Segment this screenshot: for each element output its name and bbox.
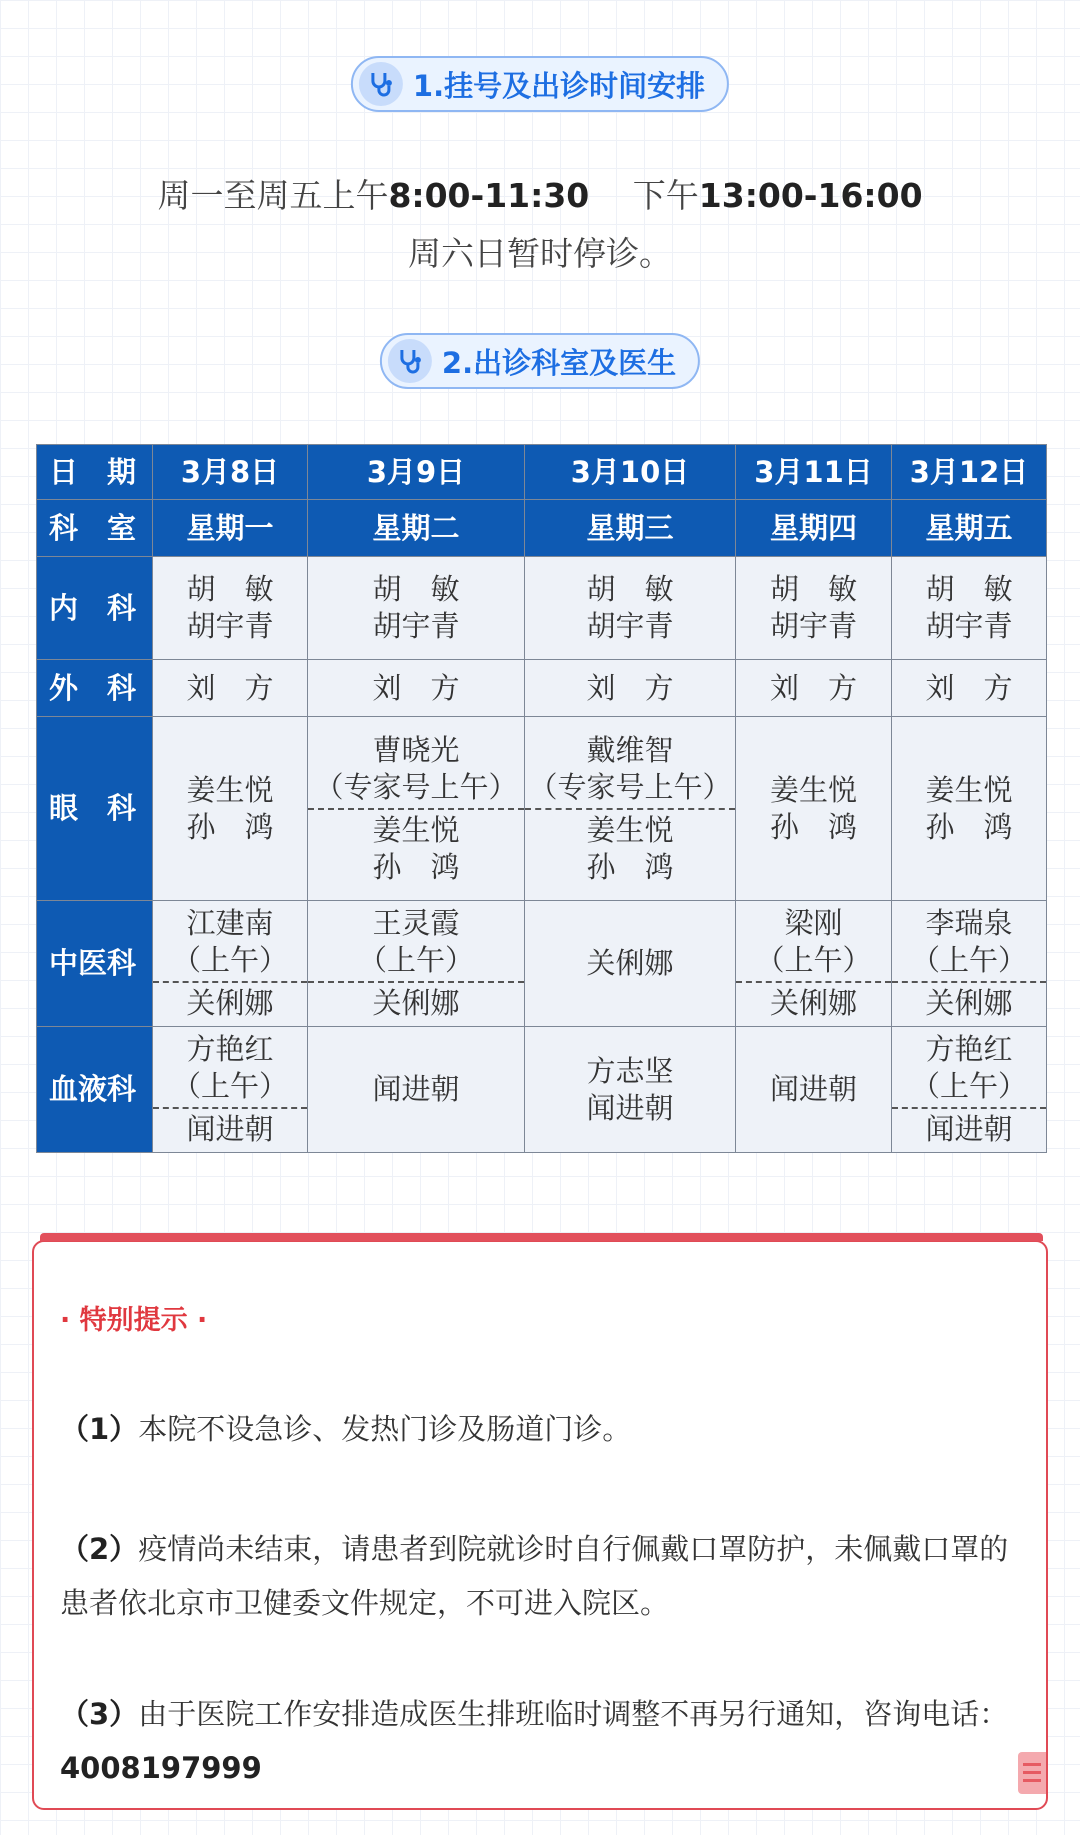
stethoscope-icon	[359, 62, 403, 106]
weekday-cell: 星期四	[736, 500, 892, 557]
weekend-note: 周六日暂时停诊。	[408, 234, 672, 273]
doctor-name: 孙 鸿	[186, 809, 274, 844]
doctor-name: 胡 敏	[925, 572, 1013, 606]
doctor-cell	[525, 557, 736, 660]
doctor-cell	[736, 557, 892, 660]
shift-note: （上午）	[357, 943, 474, 977]
doctor-name: 梁刚	[784, 906, 843, 940]
shift-note: （上午）	[910, 1069, 1027, 1103]
doctor-name: 关俐娜	[186, 986, 274, 1020]
doctor-name: 姜生悦	[925, 772, 1013, 807]
notebook-icon	[1018, 1752, 1046, 1794]
stethoscope-icon	[388, 339, 432, 383]
doctor-name: 孙 鸿	[925, 809, 1013, 844]
notice-number: （3）	[60, 1697, 139, 1731]
doctor-name: 胡宇青	[372, 609, 460, 643]
split-divider	[308, 808, 524, 886]
doctor-name: 胡宇青	[925, 609, 1013, 643]
weekday-cell: 星期五	[892, 500, 1047, 557]
doctor-cell	[153, 901, 308, 1027]
notice-text: 疫情尚未结束，请患者到院就诊时自行佩戴口罩防护，未佩戴口罩的患者依北京市卫健委文件规定，不可进入院区。	[60, 1532, 1009, 1620]
doctor-name: 孙 鸿	[769, 809, 857, 844]
doctor-name: 王灵霞	[372, 906, 460, 940]
table-row-waike	[37, 660, 1047, 717]
doctor-name: 方志坚	[586, 1053, 674, 1088]
notice-item-3	[60, 1687, 1025, 1795]
shift-note: （上午）	[171, 1069, 288, 1103]
weekday-cell: 星期一	[153, 500, 308, 557]
dept-label: 外 科	[37, 660, 153, 717]
notice-item-2	[60, 1522, 1025, 1630]
split-divider	[736, 981, 891, 1022]
shift-note: （上午）	[755, 943, 872, 977]
section-2-title: 2.出诊科室及医生	[441, 345, 677, 380]
table-row-zhongyi	[37, 901, 1047, 1027]
doctor-cell: 刘 方	[525, 660, 736, 717]
doctor-cell: 刘 方	[736, 660, 892, 717]
date-cell: 3月10日	[525, 445, 736, 500]
notice-text: 本院不设急诊、发热门诊及肠道门诊。	[138, 1412, 632, 1446]
notice-item-1	[60, 1402, 1025, 1456]
afternoon-label: 下午	[632, 176, 699, 215]
weekday-prefix: 周一至周五上午	[157, 176, 389, 215]
split-divider	[525, 808, 735, 886]
doctor-name: 方艳红	[186, 1032, 274, 1066]
section-1-title: 1.挂号及出诊时间安排	[412, 68, 706, 103]
doctor-cell	[525, 717, 736, 901]
header-date: 日 期	[37, 445, 153, 500]
table-row-dates	[37, 445, 1047, 500]
doctor-name: 闻进朝	[586, 1090, 674, 1125]
split-divider	[308, 981, 524, 1022]
doctor-name: 方艳红	[925, 1032, 1013, 1066]
date-cell: 3月12日	[892, 445, 1047, 500]
doctor-name: 关俐娜	[372, 986, 460, 1020]
doctor-cell: 刘 方	[153, 660, 308, 717]
doctor-name: 曹晓光	[372, 732, 460, 767]
doctor-cell	[736, 717, 892, 901]
doctor-name: 姜生悦	[586, 812, 674, 847]
doctor-cell	[892, 557, 1047, 660]
shift-note: （上午）	[910, 943, 1027, 977]
doctor-name: 胡 敏	[186, 572, 274, 606]
doctor-name: 胡宇青	[586, 609, 674, 643]
doctor-name: 关俐娜	[925, 986, 1013, 1020]
doctor-name: 胡 敏	[586, 572, 674, 606]
notice-number: （2）	[60, 1532, 139, 1566]
doctor-name: 戴维智	[586, 732, 674, 767]
split-divider	[892, 981, 1046, 1022]
doctor-cell	[892, 1027, 1047, 1153]
shift-note: （专家号上午）	[528, 769, 732, 804]
shift-note: （上午）	[171, 943, 288, 977]
doctor-name: 姜生悦	[769, 772, 857, 807]
doctor-name: 胡 敏	[372, 572, 460, 606]
section-1-heading	[351, 56, 729, 112]
table-row-neike	[37, 557, 1047, 660]
dept-label: 眼 科	[37, 717, 153, 901]
notice-top-bar	[40, 1233, 1043, 1241]
shift-note: （专家号上午）	[314, 769, 518, 804]
doctor-name: 闻进朝	[925, 1112, 1013, 1146]
dept-label: 中医科	[37, 901, 153, 1027]
dept-label: 内 科	[37, 557, 153, 660]
notice-title: · 特别提示 ·	[60, 1305, 208, 1336]
doctor-cell	[892, 717, 1047, 901]
notice-number: （1）	[60, 1412, 139, 1446]
schedule-table	[36, 444, 1047, 1153]
split-divider	[892, 1107, 1046, 1148]
doctor-cell	[153, 717, 308, 901]
doctor-name: 姜生悦	[372, 812, 460, 847]
table-row-yanke	[37, 717, 1047, 901]
header-dept: 科 室	[37, 500, 153, 557]
doctor-cell	[308, 717, 525, 901]
doctor-cell: 关俐娜	[525, 901, 736, 1027]
doctor-cell	[736, 901, 892, 1027]
doctor-cell	[308, 557, 525, 660]
special-notice	[32, 1240, 1048, 1810]
doctor-name: 孙 鸿	[372, 849, 460, 884]
split-divider	[153, 1107, 307, 1148]
doctor-cell	[308, 901, 525, 1027]
doctor-name: 江建南	[186, 906, 274, 940]
table-row-xueye	[37, 1027, 1047, 1153]
morning-hours: 8:00-11:30	[388, 176, 590, 215]
afternoon-hours: 13:00-16:00	[698, 176, 923, 215]
doctor-name: 李瑞泉	[925, 906, 1013, 940]
weekday-cell: 星期三	[525, 500, 736, 557]
opening-hours	[0, 170, 1080, 217]
doctor-cell: 闻进朝	[736, 1027, 892, 1153]
doctor-cell: 刘 方	[892, 660, 1047, 717]
date-cell: 3月8日	[153, 445, 308, 500]
doctor-name: 闻进朝	[186, 1112, 274, 1146]
notice-text: 由于医院工作安排造成医生排班临时调整不再另行通知，咨询电话：	[138, 1697, 1009, 1731]
doctor-name: 胡 敏	[769, 572, 857, 606]
date-cell: 3月11日	[736, 445, 892, 500]
doctor-name: 孙 鸿	[586, 849, 674, 884]
dept-label: 血液科	[37, 1027, 153, 1153]
doctor-cell	[153, 1027, 308, 1153]
date-cell: 3月9日	[308, 445, 525, 500]
split-divider	[153, 981, 307, 1022]
doctor-name: 关俐娜	[769, 986, 857, 1020]
doctor-cell: 闻进朝	[308, 1027, 525, 1153]
doctor-name: 胡宇青	[186, 609, 274, 643]
doctor-name: 姜生悦	[186, 772, 274, 807]
table-row-weekdays	[37, 500, 1047, 557]
doctor-cell	[892, 901, 1047, 1027]
doctor-cell: 刘 方	[308, 660, 525, 717]
consult-phone: 4008197999	[60, 1751, 262, 1785]
doctor-name: 胡宇青	[769, 609, 857, 643]
section-2-heading	[380, 333, 700, 389]
doctor-cell	[525, 1027, 736, 1153]
weekday-cell: 星期二	[308, 500, 525, 557]
doctor-cell	[153, 557, 308, 660]
